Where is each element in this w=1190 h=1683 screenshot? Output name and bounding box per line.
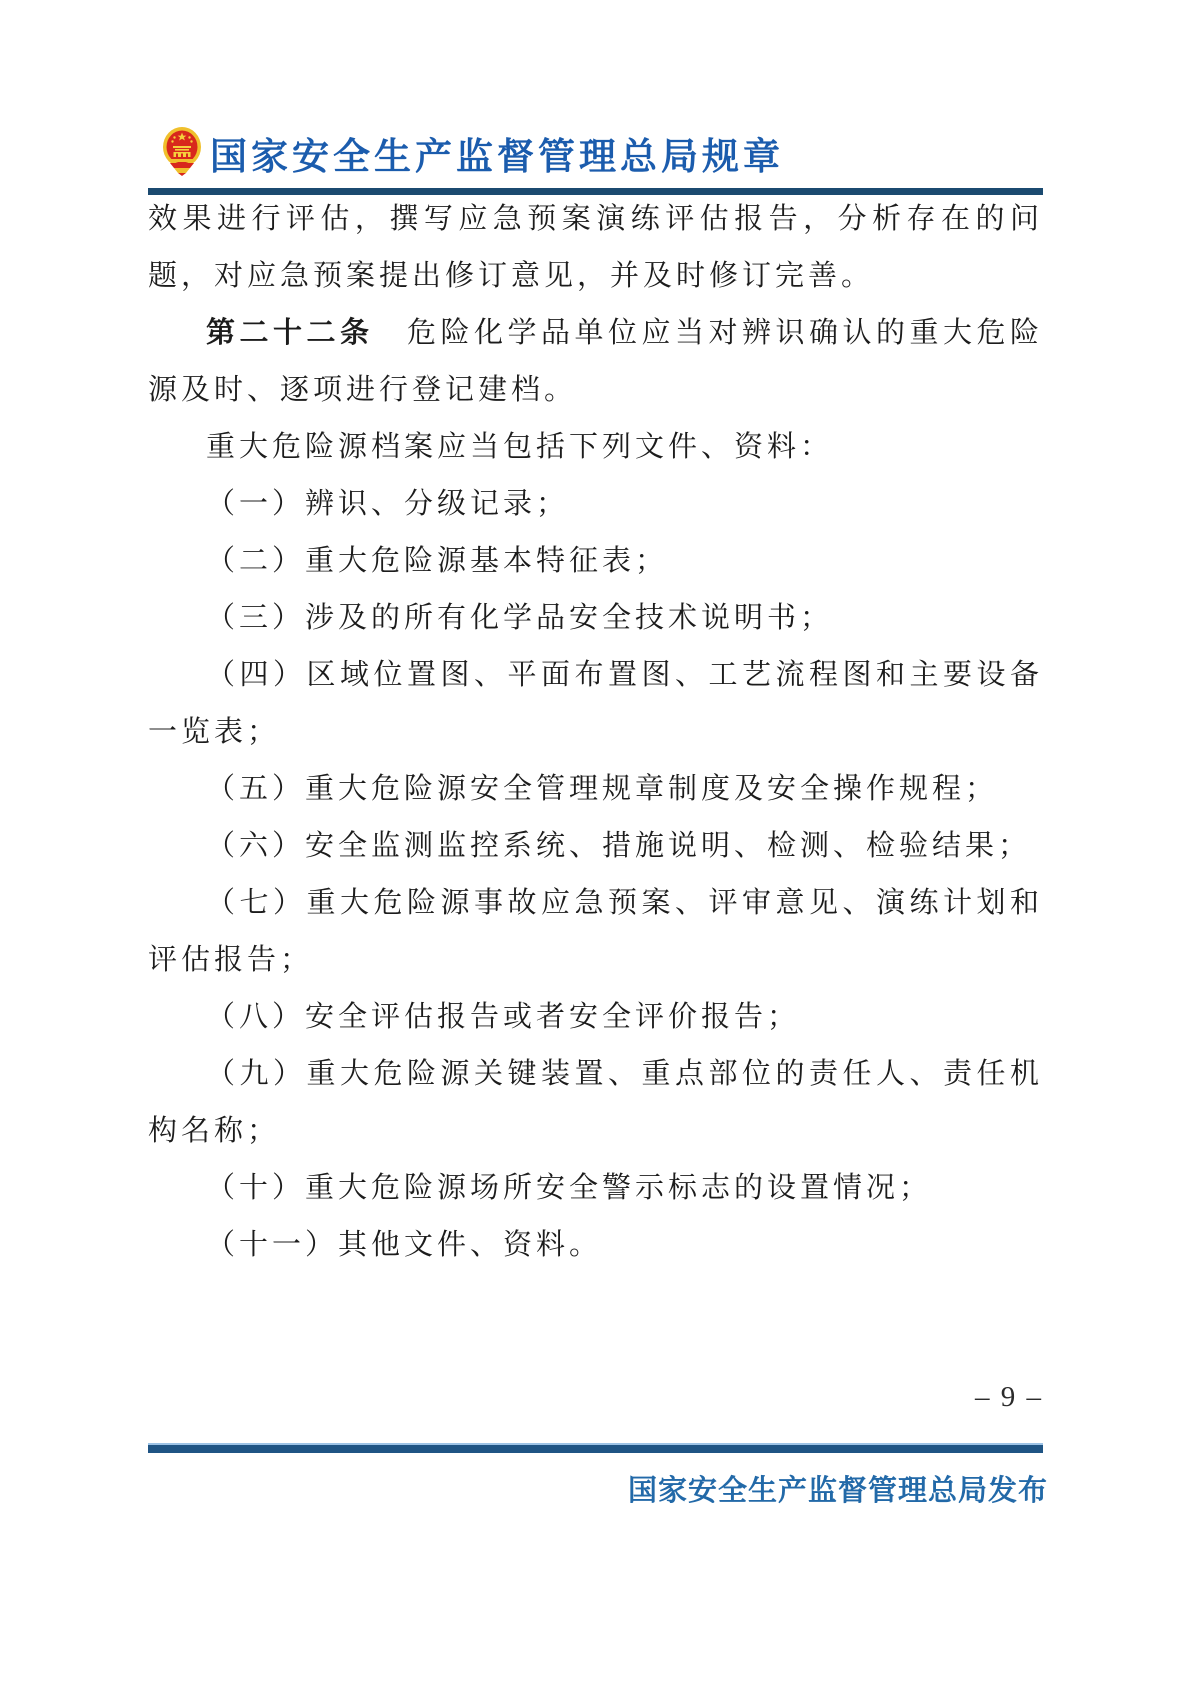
paragraph: （六）安全监测监控系统、措施说明、检测、检验结果； <box>206 830 1032 862</box>
paragraph: （三）涉及的所有化学品安全技术说明书； <box>206 602 834 634</box>
article-number: 第二十二条 <box>206 317 374 349</box>
paragraph: （一）辨识、分级记录； <box>206 488 570 520</box>
paragraph: 重大危险源档案应当包括下列文件、资料： <box>206 431 834 463</box>
paragraph: （十一）其他文件、资料。 <box>206 1229 603 1261</box>
paragraph: （五）重大危险源安全管理规章制度及安全操作规程； <box>206 773 999 805</box>
paragraph: （四）区域位置图、平面布置图、工艺流程图和主要设备一览表； <box>148 659 1043 748</box>
paragraph: 第二十二条 危险化学品单位应当对辨识确认的重大危险源及时、逐项进行登记建档。 <box>148 317 1043 406</box>
paragraph: （九）重大危险源关键装置、重点部位的责任人、责任机构名称； <box>148 1058 1043 1147</box>
footer-divider <box>148 1443 1043 1453</box>
header-title: 国家安全生产监督管理总局规章 <box>210 136 784 177</box>
paragraph: （十）重大危险源场所安全警示标志的设置情况； <box>206 1172 933 1204</box>
national-emblem-icon <box>162 126 202 176</box>
paragraph: （二）重大危险源基本特征表； <box>206 545 669 577</box>
footer-publisher: 国家安全生产监督管理总局发布 <box>627 1475 1048 1507</box>
page-number: – 9 – <box>975 1381 1043 1413</box>
paragraph: 效果进行评估，撰写应急预案演练评估报告，分析存在的问题，对应急预案提出修订意见，并及时修订完善。 <box>148 203 1043 292</box>
paragraph: （八）安全评估报告或者安全评价报告； <box>206 1001 801 1033</box>
paragraph: （七）重大危险源事故应急预案、评审意见、演练计划和评估报告； <box>148 887 1043 976</box>
page-header <box>148 122 1043 182</box>
document-body <box>148 191 1043 1274</box>
